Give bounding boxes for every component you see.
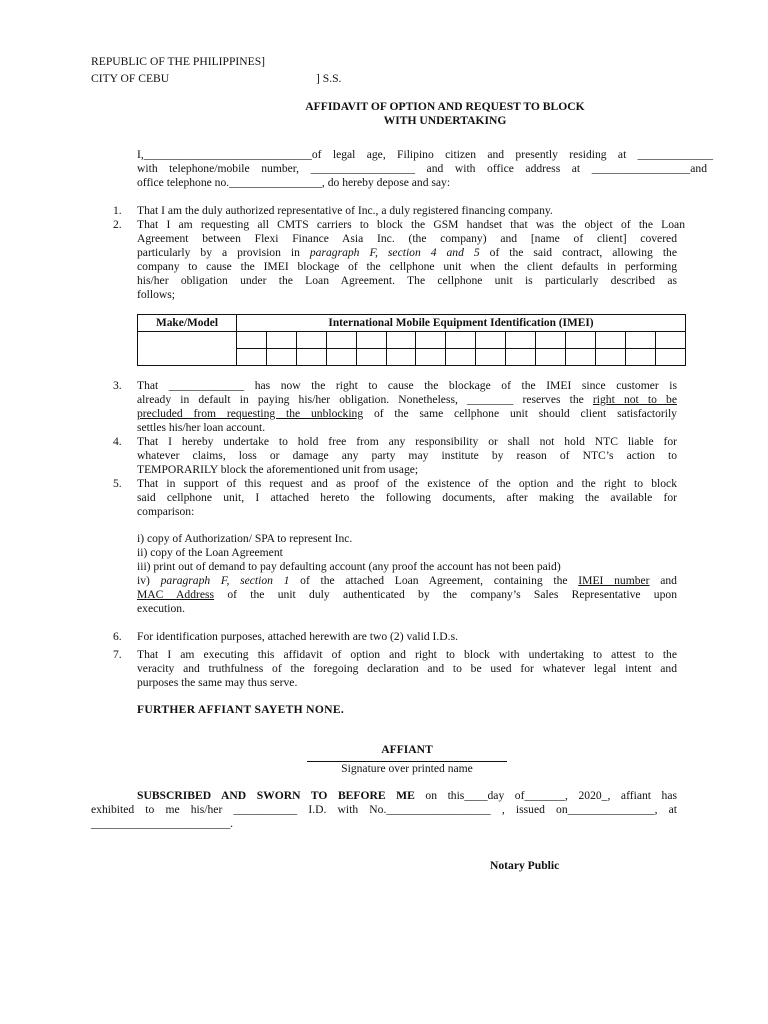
intro-line-3: office telephone no.________________, do hereby depose and say: [137, 176, 451, 189]
imei-digit-cell [266, 332, 296, 349]
imei-digit-cell [625, 332, 655, 349]
title-line-2: WITH UNDERTAKING [383, 114, 507, 127]
item-3-line-4: settles his/her loan account. [137, 421, 266, 434]
jurat-line-1-text: on this____day of_______, 2020_, affiant has [414, 789, 677, 802]
attachment-item-iv-line-3: execution. [137, 602, 185, 615]
subscribed-sworn-heading: SUBSCRIBED AND SWORN TO BEFORE ME [137, 789, 415, 802]
item-4-line-3: TEMPORARILY block the aforementioned unit from usage; [137, 463, 419, 476]
item-2-line-3-text: particularly by a provision in [137, 246, 310, 259]
item-number-2: 2. [113, 218, 122, 231]
imei-digit-cell [326, 349, 356, 366]
attachment-item-iv-suffix: and [649, 574, 677, 587]
item-3-line-3 [137, 407, 677, 421]
make-model-header: Make/Model [138, 315, 237, 332]
imei-digit-cell [595, 349, 625, 366]
imei-digit-cell [625, 349, 655, 366]
item-2-line-5: his/her obligation under the Loan Agreement. The cellphone unit is particularly described as [137, 274, 677, 287]
imei-digit-cell [595, 332, 625, 349]
attachment-item-iv-line-2 [137, 588, 677, 602]
imei-digit-cell [565, 332, 595, 349]
imei-digit-cell [446, 332, 476, 349]
ss-line: ] S.S. [316, 72, 342, 85]
item-3-line-1: That _____________ has now the right to cause the blockage of the IMEI since customer is [137, 379, 677, 392]
imei-digit-cell [536, 332, 566, 349]
item-number-1: 1. [113, 204, 122, 217]
item-5-line-1: That in support of this request and as proof of the existence of the option and the right to block [137, 477, 677, 490]
item-1-text: That I am the duly authorized representative of Inc., a duly registered financing company. [137, 204, 553, 217]
unblocking-clause: precluded from requesting the unblocking [137, 407, 364, 420]
item-2-line-6: follows; [137, 288, 176, 301]
imei-digit-cell [237, 349, 267, 366]
item-7-line-2: veracity and truthfulness of the foregoing declaration and to be used for whatever legal intent and [137, 662, 677, 675]
attachment-item-iv-prefix: iv) [137, 574, 161, 587]
imei-digit-cell [266, 349, 296, 366]
imei-digit-cell [296, 349, 326, 366]
item-2-line-4: company to cause the IMEI blockage of the cellphone unit when the client defaults in performing [137, 260, 677, 273]
item-3-line-2 [137, 393, 677, 407]
jurat-line-2: exhibited to me his/her ___________ I.D. with No.__________________ , issued on_______________, at [91, 803, 677, 816]
item-number-4: 4. [113, 435, 122, 448]
item-4-line-1: That I hereby undertake to hold free from any responsibility or shall not hold NTC liable for [137, 435, 677, 448]
imei-digit-cell [296, 332, 326, 349]
item-3-line-3-rest: of the same cellphone unit should client satisfactorily [363, 407, 677, 420]
imei-digit-cell [476, 332, 506, 349]
mac-address-term: MAC Address [137, 588, 215, 601]
imei-header: International Mobile Equipment Identification (IMEI) [237, 315, 686, 332]
item-5-line-2: said cellphone unit, I attached hereto the following documents, after making the available for [137, 491, 677, 504]
paragraph-f-reference: paragraph F, section 1 [160, 574, 290, 587]
item-2-line-3 [137, 246, 677, 260]
item-number-5: 5. [113, 477, 122, 490]
imei-digit-cell [326, 332, 356, 349]
jurat-line-3: ________________________. [91, 817, 234, 830]
attachment-item-iv-line-2-text: of the unit duly authenticated by the company’s Sales Representative upon [214, 588, 677, 601]
attachment-item-iii: iii) print out of demand to pay defaulting account (any proof the account has not been paid) [137, 560, 561, 573]
item-2-line-1: That I am requesting all CMTS carriers to block the GSM handset that was the object of the Loan [137, 218, 685, 231]
notary-public-label: Notary Public [490, 859, 560, 872]
imei-digit-cell [356, 332, 386, 349]
item-7-line-3: purposes the same may thus serve. [137, 676, 298, 689]
intro-line-2: with telephone/mobile number, __________________ and with office address at _________________and [137, 162, 707, 175]
attachment-item-iv-text: of the attached Loan Agreement, containing the [289, 574, 579, 587]
republic-line: REPUBLIC OF THE PHILIPPINES] [91, 55, 266, 68]
item-2-line-3-rest: of the said contract, allowing the [479, 246, 677, 259]
imei-digit-cell [386, 349, 416, 366]
item-5-line-3: comparison: [137, 505, 195, 518]
imei-digit-cell [356, 349, 386, 366]
imei-number-term: IMEI number [578, 574, 650, 587]
item-4-line-2: whatever claims, loss or damage any party may institute by reason of NTC’s action to [137, 449, 677, 462]
imei-digit-cell [536, 349, 566, 366]
item-2-line-2: Agreement between Flexi Finance Asia Inc. (the company) and [name of client] covered [137, 232, 677, 245]
imei-digit-cell [446, 349, 476, 366]
item-number-3: 3. [113, 379, 122, 392]
item-number-6: 6. [113, 630, 122, 643]
imei-table-row [138, 332, 686, 349]
title-line-1: AFFIDAVIT OF OPTION AND REQUEST TO BLOCK [305, 100, 585, 113]
imei-digit-cell [655, 332, 685, 349]
make-model-cell [138, 332, 237, 366]
jurat-line-1 [137, 789, 677, 803]
attachment-item-iv [137, 574, 677, 588]
attachment-item-i: i) copy of Authorization/ SPA to represent Inc. [137, 532, 353, 545]
imei-digit-cell [416, 332, 446, 349]
imei-digit-cell [506, 349, 536, 366]
imei-digit-cell [655, 349, 685, 366]
intro-line-1: I,_____________________________of legal age, Filipino citizen and presently residing at _____________ [137, 148, 713, 161]
item-number-7: 7. [113, 648, 122, 661]
item-3-line-2-text: already in default in paying his/her obligation. Nonetheless, ________ reserves the [137, 393, 593, 406]
paragraph-reference: paragraph F, section 4 and 5 [309, 246, 480, 259]
imei-table-header-row [138, 315, 686, 332]
imei-digit-cell [386, 332, 416, 349]
imei-digit-cell [506, 332, 536, 349]
imei-digit-cell [416, 349, 446, 366]
imei-digit-cell [565, 349, 595, 366]
attachment-item-ii: ii) copy of the Loan Agreement [137, 546, 283, 559]
signature-label: Signature over printed name [341, 762, 473, 775]
imei-table [137, 314, 686, 366]
imei-digit-cell [476, 349, 506, 366]
further-affiant-statement: FURTHER AFFIANT SAYETH NONE. [137, 703, 345, 716]
item-6-text: For identification purposes, attached herewith are two (2) valid I.D.s. [137, 630, 458, 643]
item-7-line-1: That I am executing this affidavit of option and right to block with undertaking to attest to the [137, 648, 677, 661]
affiant-label: AFFIANT [381, 743, 433, 756]
city-line: CITY OF CEBU [91, 72, 170, 85]
imei-digit-cell [237, 332, 267, 349]
reservation-clause: right not to be [592, 393, 677, 406]
